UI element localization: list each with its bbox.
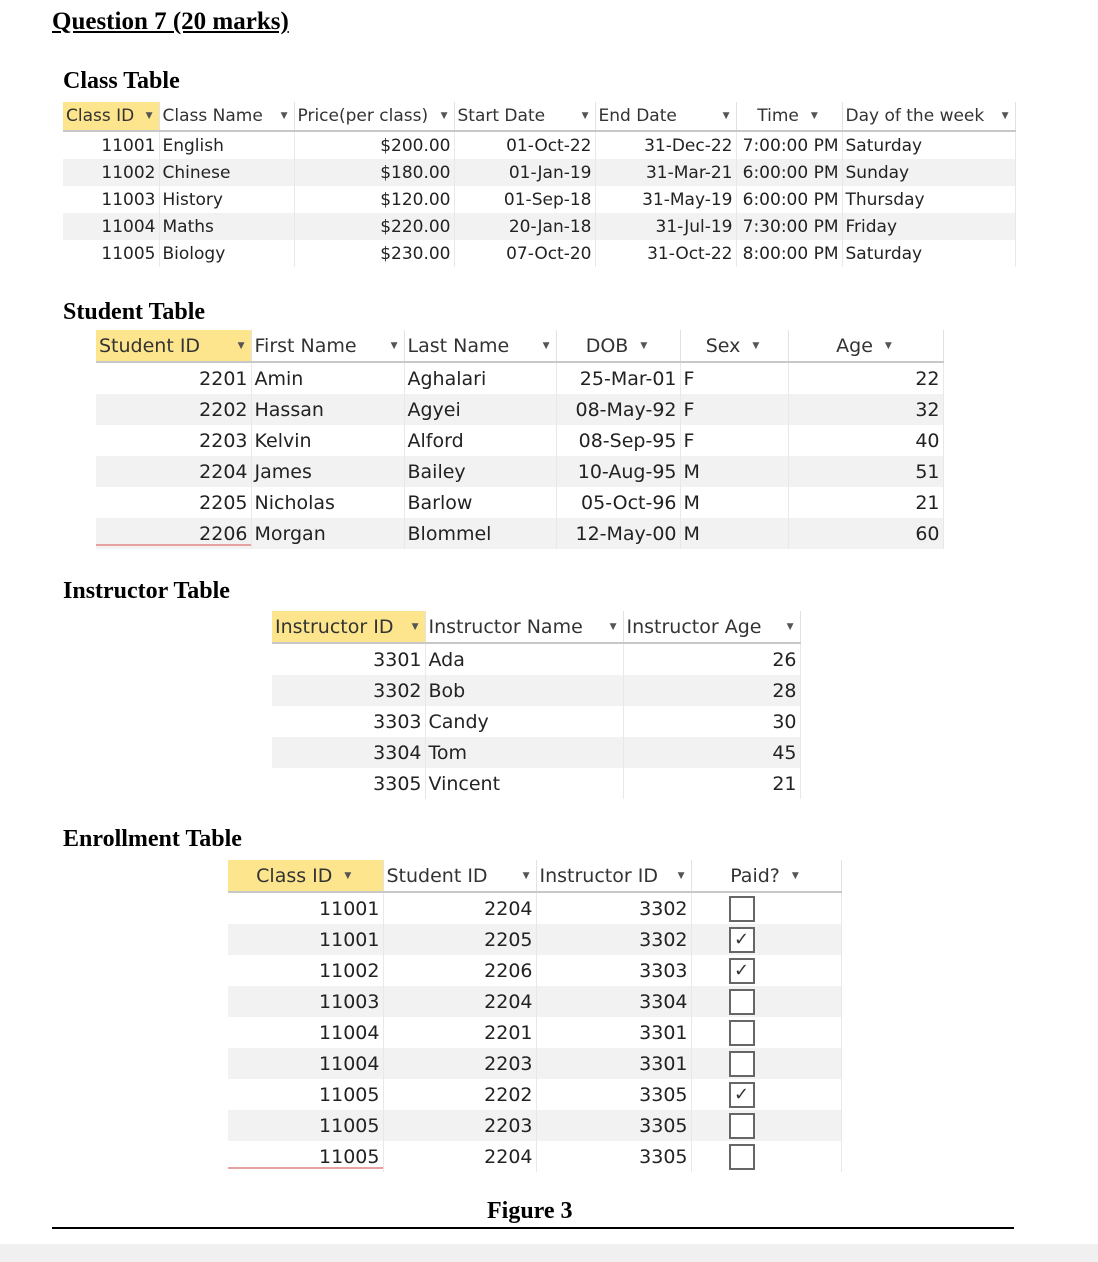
- cell-instructor-id[interactable]: 3303: [536, 955, 691, 986]
- cell-last-name[interactable]: Bailey: [404, 456, 556, 487]
- table-row: [96, 425, 943, 456]
- table-row: [96, 394, 943, 425]
- column-header-end-date[interactable]: [595, 102, 736, 131]
- cell-day-of-the-week[interactable]: Friday: [842, 213, 1015, 240]
- cell-student-id[interactable]: 2201: [96, 362, 251, 394]
- column-header-label: First Name: [254, 334, 357, 357]
- cell-class-id[interactable]: 11004: [228, 1048, 383, 1079]
- cell-class-id[interactable]: 11004: [63, 213, 159, 240]
- cell-instructor-id[interactable]: 3302: [536, 924, 691, 955]
- dropdown-arrow-icon[interactable]: ▼: [145, 111, 153, 121]
- column-header-label: DOB: [585, 334, 629, 357]
- column-header-label: Price(per class): [297, 106, 429, 126]
- paid-checkbox[interactable]: [729, 1051, 755, 1077]
- cell-student-id[interactable]: 2201: [383, 1017, 536, 1048]
- cell-instructor-id[interactable]: 3301: [536, 1048, 691, 1079]
- checkmark-icon: ✓: [733, 1083, 750, 1105]
- cell-instructor-id[interactable]: 3303: [272, 706, 425, 737]
- table-row: [272, 737, 800, 768]
- dropdown-arrow-icon[interactable]: ▼: [237, 340, 245, 351]
- column-header-label: Instructor Age: [626, 615, 762, 638]
- cell-first-name[interactable]: Kelvin: [251, 425, 404, 456]
- table-header-row: [96, 330, 943, 362]
- column-header-student-id[interactable]: [383, 860, 536, 892]
- paid-checkbox-cell[interactable]: [691, 955, 841, 986]
- column-header-class-id[interactable]: [63, 102, 159, 131]
- column-header-label: Age: [836, 334, 873, 357]
- dropdown-arrow-icon[interactable]: ▼: [542, 340, 550, 351]
- column-header-dob[interactable]: [556, 330, 680, 362]
- table-row: [228, 1079, 841, 1110]
- cell-last-name[interactable]: Alford: [404, 425, 556, 456]
- cell-sex[interactable]: M: [680, 456, 788, 487]
- column-header-label: Instructor ID: [539, 864, 658, 887]
- cell-instructor-name[interactable]: Vincent: [425, 768, 623, 799]
- paid-checkbox-cell[interactable]: [691, 924, 841, 955]
- cell-class-name[interactable]: Maths: [159, 213, 294, 240]
- cell-sex[interactable]: F: [680, 425, 788, 456]
- cell-student-id[interactable]: 2204: [383, 1141, 536, 1172]
- cell-age[interactable]: 51: [788, 456, 943, 487]
- table-header-row: [272, 611, 800, 643]
- cell-instructor-name[interactable]: Tom: [425, 737, 623, 768]
- dropdown-arrow-icon[interactable]: ▼: [440, 111, 448, 121]
- dropdown-arrow-icon[interactable]: ▼: [609, 621, 617, 632]
- column-header-day-of-the-week[interactable]: [842, 102, 1015, 131]
- student-table-title: Student Table: [63, 299, 206, 325]
- cell-instructor-age[interactable]: 26: [623, 643, 800, 675]
- table-row: [272, 768, 800, 799]
- instructor-table: [272, 611, 801, 799]
- dropdown-arrow-icon[interactable]: ▼: [1001, 111, 1009, 121]
- cell-start-date[interactable]: 01-Sep-18: [454, 186, 595, 213]
- dropdown-arrow-icon[interactable]: ▼: [677, 870, 685, 881]
- cell-age[interactable]: 32: [788, 394, 943, 425]
- column-header-label: Last Name: [407, 334, 510, 357]
- cell-student-id[interactable]: 2202: [96, 394, 251, 425]
- column-header-start-date[interactable]: [454, 102, 595, 131]
- cell-instructor-id[interactable]: 3305: [536, 1079, 691, 1110]
- column-header-instructor-name[interactable]: [425, 611, 623, 643]
- paid-checkbox[interactable]: [729, 1113, 755, 1139]
- cell-first-name[interactable]: Nicholas: [251, 487, 404, 518]
- column-header-label: End Date: [598, 106, 677, 126]
- column-header-label: Sex: [705, 334, 741, 357]
- table-row: [96, 487, 943, 518]
- cell-instructor-id[interactable]: 3304: [536, 986, 691, 1017]
- cell-end-date[interactable]: 31-Mar-21: [595, 159, 736, 186]
- column-header-paid[interactable]: [691, 860, 841, 892]
- paid-checkbox-cell[interactable]: [691, 986, 841, 1017]
- dropdown-arrow-icon[interactable]: ▼: [640, 340, 648, 351]
- table-row: [228, 1017, 841, 1048]
- column-header-label: Student ID: [99, 334, 201, 357]
- column-header-label: Time: [757, 106, 799, 126]
- table-row: [63, 240, 1015, 267]
- cell-time[interactable]: 6:00:00 PM: [736, 159, 842, 186]
- cell-end-date[interactable]: 31-May-19: [595, 186, 736, 213]
- cell-dob[interactable]: 05-Oct-96: [556, 487, 680, 518]
- cell-first-name[interactable]: Amin: [251, 362, 404, 394]
- cell-dob[interactable]: 25-Mar-01: [556, 362, 680, 394]
- column-header-label: Class ID: [256, 864, 333, 887]
- cell-dob[interactable]: 08-May-92: [556, 394, 680, 425]
- paid-checkbox[interactable]: [729, 958, 755, 984]
- cell-instructor-age[interactable]: 45: [623, 737, 800, 768]
- cell-start-date[interactable]: 20-Jan-18: [454, 213, 595, 240]
- cell-instructor-age[interactable]: 30: [623, 706, 800, 737]
- table-header-row: [228, 860, 841, 892]
- cell-student-id[interactable]: 2202: [383, 1079, 536, 1110]
- column-header-age[interactable]: [788, 330, 943, 362]
- cell-sex[interactable]: F: [680, 362, 788, 394]
- table-header-row: [63, 102, 1015, 131]
- cell-instructor-age[interactable]: 21: [623, 768, 800, 799]
- cell-instructor-id[interactable]: 3302: [272, 675, 425, 706]
- cell-student-id[interactable]: 2204: [383, 986, 536, 1017]
- dropdown-arrow-icon[interactable]: ▼: [522, 870, 530, 881]
- selection-underline: [96, 544, 251, 546]
- bottom-rule: [52, 1227, 1014, 1229]
- cell-end-date[interactable]: 31-Jul-19: [595, 213, 736, 240]
- cell-class-id[interactable]: 11001: [63, 131, 159, 159]
- cell-instructor-id[interactable]: 3305: [272, 768, 425, 799]
- cell-dob[interactable]: 12-May-00: [556, 518, 680, 549]
- question-title: Question 7 (20 marks): [52, 8, 289, 35]
- paid-checkbox-cell[interactable]: [691, 892, 841, 924]
- column-header-price-per-class[interactable]: [294, 102, 454, 131]
- paid-checkbox-cell[interactable]: [691, 1079, 841, 1110]
- column-header-instructor-id[interactable]: [272, 611, 425, 643]
- figure-caption: Figure 3: [487, 1198, 573, 1224]
- checkmark-icon: ✓: [733, 959, 750, 981]
- enrollment-table-title: Enrollment Table: [63, 826, 242, 852]
- paid-checkbox-cell[interactable]: [691, 1141, 841, 1172]
- cell-day-of-the-week[interactable]: Sunday: [842, 159, 1015, 186]
- student-table: [96, 330, 944, 549]
- dropdown-arrow-icon[interactable]: ▼: [752, 340, 760, 351]
- cell-class-id[interactable]: 11002: [63, 159, 159, 186]
- cell-sex[interactable]: M: [680, 487, 788, 518]
- cell-age[interactable]: 40: [788, 425, 943, 456]
- column-header-first-name[interactable]: [251, 330, 404, 362]
- column-header-label: Class Name: [162, 106, 263, 126]
- cell-student-id[interactable]: 2203: [383, 1048, 536, 1079]
- table-row: [63, 213, 1015, 240]
- cell-first-name[interactable]: Hassan: [251, 394, 404, 425]
- cell-instructor-name[interactable]: Bob: [425, 675, 623, 706]
- table-row: [272, 706, 800, 737]
- column-header-last-name[interactable]: [404, 330, 556, 362]
- cell-time[interactable]: 6:00:00 PM: [736, 186, 842, 213]
- cell-student-id[interactable]: 2206: [383, 955, 536, 986]
- cell-last-name[interactable]: Aghalari: [404, 362, 556, 394]
- cell-instructor-id[interactable]: 3305: [536, 1110, 691, 1141]
- dropdown-arrow-icon[interactable]: ▼: [390, 340, 398, 351]
- column-header-class-id[interactable]: [228, 860, 383, 892]
- paid-checkbox-cell[interactable]: [691, 1110, 841, 1141]
- cell-age[interactable]: 60: [788, 518, 943, 549]
- table-row: [63, 186, 1015, 213]
- cell-last-name[interactable]: Blommel: [404, 518, 556, 549]
- cell-instructor-id[interactable]: 3301: [272, 643, 425, 675]
- cell-student-id[interactable]: 2203: [383, 1110, 536, 1141]
- column-header-student-id[interactable]: [96, 330, 251, 362]
- column-header-label: Class ID: [66, 106, 135, 126]
- cell-time[interactable]: 8:00:00 PM: [736, 240, 842, 267]
- table-row: [228, 924, 841, 955]
- cell-price-per-class[interactable]: $220.00: [294, 213, 454, 240]
- column-header-class-name[interactable]: [159, 102, 294, 131]
- cell-student-id[interactable]: 2206: [96, 518, 251, 549]
- cell-instructor-name[interactable]: Ada: [425, 643, 623, 675]
- paid-checkbox[interactable]: [729, 989, 755, 1015]
- cell-dob[interactable]: 10-Aug-95: [556, 456, 680, 487]
- cell-class-id[interactable]: 11005: [63, 240, 159, 267]
- cell-class-id[interactable]: 11003: [228, 986, 383, 1017]
- cell-instructor-id[interactable]: 3302: [536, 892, 691, 924]
- table-row: [96, 456, 943, 487]
- cell-price-per-class[interactable]: $200.00: [294, 131, 454, 159]
- cell-student-id[interactable]: 2204: [383, 892, 536, 924]
- cell-day-of-the-week[interactable]: Saturday: [842, 240, 1015, 267]
- cell-instructor-age[interactable]: 28: [623, 675, 800, 706]
- paid-checkbox[interactable]: [729, 1144, 755, 1170]
- cell-end-date[interactable]: 31-Oct-22: [595, 240, 736, 267]
- cell-start-date[interactable]: 07-Oct-20: [454, 240, 595, 267]
- table-row: [272, 643, 800, 675]
- dropdown-arrow-icon[interactable]: ▼: [786, 621, 794, 632]
- column-header-label: Student ID: [386, 864, 488, 887]
- table-row: [228, 892, 841, 924]
- cell-first-name[interactable]: Morgan: [251, 518, 404, 549]
- cell-class-name[interactable]: Chinese: [159, 159, 294, 186]
- cell-time[interactable]: 7:00:00 PM: [736, 131, 842, 159]
- cell-instructor-id[interactable]: 3305: [536, 1141, 691, 1172]
- class-table-title: Class Table: [63, 68, 180, 94]
- cell-price-per-class[interactable]: $230.00: [294, 240, 454, 267]
- table-row: [96, 362, 943, 394]
- dropdown-arrow-icon[interactable]: ▼: [810, 111, 818, 121]
- cell-day-of-the-week[interactable]: Saturday: [842, 131, 1015, 159]
- paid-checkbox[interactable]: [729, 1082, 755, 1108]
- cell-class-id[interactable]: 11005: [228, 1141, 383, 1172]
- dropdown-arrow-icon[interactable]: ▼: [344, 870, 352, 881]
- cell-last-name[interactable]: Barlow: [404, 487, 556, 518]
- cell-start-date[interactable]: 01-Oct-22: [454, 131, 595, 159]
- cell-class-id[interactable]: 11005: [228, 1110, 383, 1141]
- cell-class-id[interactable]: 11002: [228, 955, 383, 986]
- cell-class-id[interactable]: 11004: [228, 1017, 383, 1048]
- cell-end-date[interactable]: 31-Dec-22: [595, 131, 736, 159]
- column-header-label: Paid?: [730, 864, 780, 887]
- paid-checkbox[interactable]: [729, 927, 755, 953]
- dropdown-arrow-icon[interactable]: ▼: [791, 870, 799, 881]
- checkmark-icon: ✓: [733, 928, 750, 950]
- dropdown-arrow-icon[interactable]: ▼: [884, 340, 892, 351]
- table-row: [63, 131, 1015, 159]
- paid-checkbox-cell[interactable]: [691, 1017, 841, 1048]
- dropdown-arrow-icon[interactable]: ▼: [411, 621, 419, 632]
- cell-price-per-class[interactable]: $120.00: [294, 186, 454, 213]
- column-header-label: Instructor Name: [428, 615, 583, 638]
- cell-class-id[interactable]: 11001: [228, 892, 383, 924]
- cell-class-name[interactable]: Biology: [159, 240, 294, 267]
- table-row: [272, 675, 800, 706]
- cell-dob[interactable]: 08-Sep-95: [556, 425, 680, 456]
- class-table: [63, 102, 1016, 267]
- selection-underline: [228, 1167, 383, 1169]
- column-header-instructor-age[interactable]: [623, 611, 800, 643]
- table-row: [228, 1110, 841, 1141]
- cell-start-date[interactable]: 01-Jan-19: [454, 159, 595, 186]
- table-row: [228, 955, 841, 986]
- cell-class-id[interactable]: 11003: [63, 186, 159, 213]
- cell-time[interactable]: 7:30:00 PM: [736, 213, 842, 240]
- cell-age[interactable]: 22: [788, 362, 943, 394]
- dropdown-arrow-icon[interactable]: ▼: [280, 111, 288, 121]
- cell-student-id[interactable]: 2203: [96, 425, 251, 456]
- column-header-sex[interactable]: [680, 330, 788, 362]
- table-row: [63, 159, 1015, 186]
- column-header-label: Instructor ID: [275, 615, 394, 638]
- enrollment-table: [228, 860, 842, 1172]
- instructor-table-title: Instructor Table: [63, 578, 230, 604]
- cell-student-id[interactable]: 2205: [383, 924, 536, 955]
- column-header-label: Day of the week: [845, 106, 985, 126]
- paid-checkbox[interactable]: [729, 896, 755, 922]
- cell-sex[interactable]: M: [680, 518, 788, 549]
- column-header-time[interactable]: [736, 102, 842, 131]
- footer-band: [0, 1244, 1098, 1262]
- cell-price-per-class[interactable]: $180.00: [294, 159, 454, 186]
- cell-instructor-id[interactable]: 3301: [536, 1017, 691, 1048]
- dropdown-arrow-icon[interactable]: ▼: [581, 111, 589, 121]
- cell-first-name[interactable]: James: [251, 456, 404, 487]
- cell-class-id[interactable]: 11005: [228, 1079, 383, 1110]
- cell-student-id[interactable]: 2204: [96, 456, 251, 487]
- table-row: [228, 986, 841, 1017]
- cell-class-name[interactable]: English: [159, 131, 294, 159]
- dropdown-arrow-icon[interactable]: ▼: [722, 111, 730, 121]
- cell-instructor-name[interactable]: Candy: [425, 706, 623, 737]
- cell-student-id[interactable]: 2205: [96, 487, 251, 518]
- column-header-label: Start Date: [457, 106, 546, 126]
- table-row: [228, 1048, 841, 1079]
- cell-last-name[interactable]: Agyei: [404, 394, 556, 425]
- cell-class-id[interactable]: 11001: [228, 924, 383, 955]
- cell-day-of-the-week[interactable]: Thursday: [842, 186, 1015, 213]
- cell-instructor-id[interactable]: 3304: [272, 737, 425, 768]
- column-header-instructor-id[interactable]: [536, 860, 691, 892]
- cell-sex[interactable]: F: [680, 394, 788, 425]
- paid-checkbox[interactable]: [729, 1020, 755, 1046]
- paid-checkbox-cell[interactable]: [691, 1048, 841, 1079]
- cell-age[interactable]: 21: [788, 487, 943, 518]
- cell-class-name[interactable]: History: [159, 186, 294, 213]
